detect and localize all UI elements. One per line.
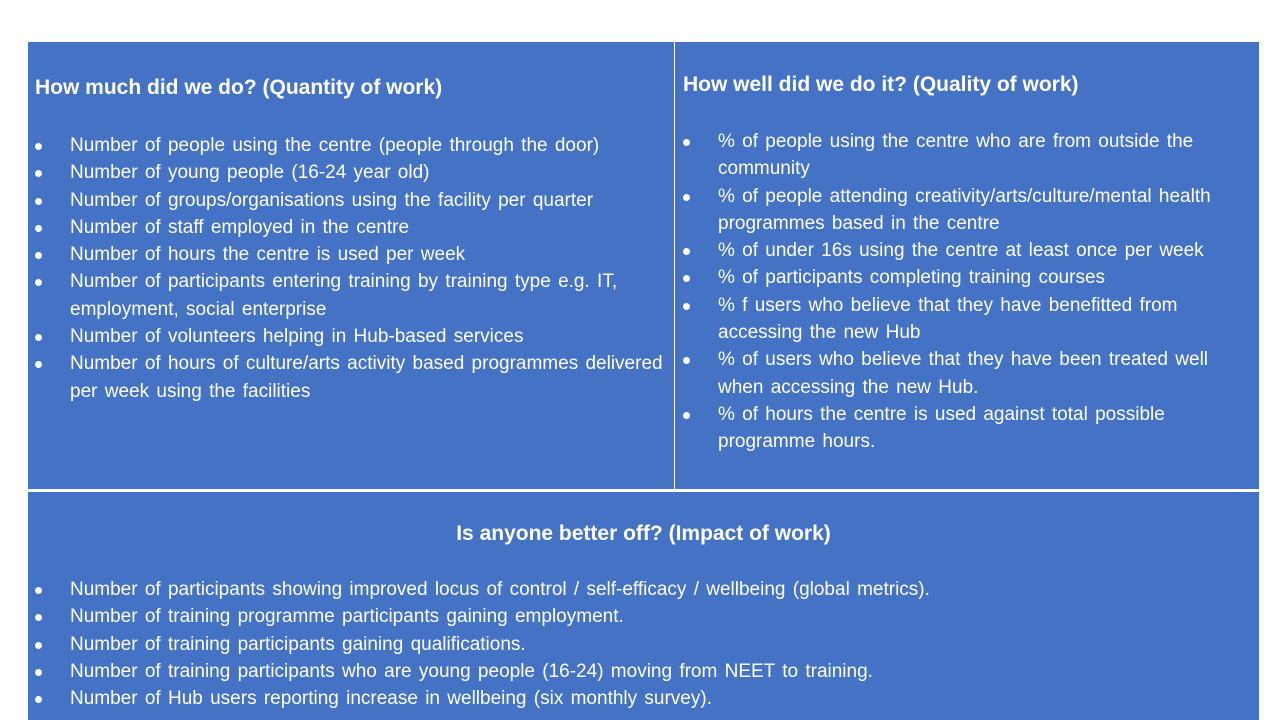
- list-item: [682, 128, 1254, 183]
- bullet-icon: [683, 412, 690, 419]
- impact-heading: Is anyone better off? (Impact of work): [456, 522, 831, 545]
- bullet-icon: [35, 198, 42, 205]
- quantity-panel: [28, 42, 674, 489]
- list-item: [682, 237, 1254, 264]
- list-item-text: Number of participants showing improved locus of control / self-efficacy / wellbeing (global metrics).: [70, 579, 930, 600]
- list-item-text: % of people using the centre who are from outside the community: [718, 131, 1194, 180]
- bullet-icon: [683, 275, 690, 282]
- list-item: [34, 187, 670, 214]
- list-item: [34, 685, 1249, 712]
- bullet-icon: [35, 614, 42, 621]
- bullet-icon: [35, 225, 42, 232]
- bullet-icon: [35, 334, 42, 341]
- list-item-text: Number of training participants gaining qualifications.: [70, 633, 526, 655]
- quantity-list: [34, 132, 670, 405]
- list-item: [34, 214, 670, 241]
- bullet-icon: [683, 139, 690, 146]
- list-item-text: Number of training programme participants gaining employment.: [70, 606, 624, 628]
- list-item-text: Number of volunteers helping in Hub-based services: [70, 326, 524, 348]
- bullet-icon: [683, 303, 690, 310]
- list-item-text: % of hours the centre is used against total possible programme hours.: [718, 403, 1165, 453]
- impact-panel: [28, 492, 1259, 720]
- list-item-text: % f users who believe that they have benefitted from accessing the new Hub: [718, 294, 1178, 344]
- list-item-text: Number of Hub users reporting increase in wellbeing (six monthly survey).: [70, 688, 712, 710]
- bullet-icon: [35, 361, 42, 368]
- impact-list: [34, 576, 1249, 712]
- list-item-text: Number of training participants who are young people (16-24) moving from NEET to training.: [70, 660, 873, 682]
- list-item: [34, 132, 670, 159]
- quantity-heading: How much did we do? (Quantity of work): [35, 76, 443, 99]
- bullet-icon: [683, 357, 690, 364]
- list-item-text: % of users who believe that they have been treated well when accessing the new Hub.: [718, 349, 1209, 398]
- bullet-icon: [35, 642, 42, 649]
- list-item-text: Number of staff employed in the centre: [70, 216, 410, 238]
- list-item: [34, 159, 670, 186]
- list-item-text: Number of participants entering training by training type e.g. IT, employment, social enterprise: [70, 271, 618, 320]
- bullet-icon: [35, 279, 42, 286]
- list-item-text: Number of groups/organisations using the facility per quarter: [70, 189, 594, 211]
- list-item: [34, 658, 1249, 685]
- bullet-icon: [35, 587, 42, 594]
- bullet-icon: [683, 248, 690, 255]
- list-item: [682, 264, 1254, 291]
- list-item-text: Number of hours the centre is used per week: [70, 244, 466, 266]
- list-item: [34, 268, 670, 323]
- quality-heading: How well did we do it? (Quality of work): [683, 73, 1079, 96]
- list-item: [682, 183, 1254, 238]
- list-item: [682, 292, 1254, 347]
- list-item: [682, 401, 1254, 456]
- list-item-text: % of under 16s using the centre at least once per week: [718, 240, 1204, 262]
- bullet-icon: [35, 696, 42, 703]
- list-item-text: Number of hours of culture/arts activity based programmes delivered per week using the facilities: [70, 353, 663, 402]
- quality-panel: [675, 42, 1259, 489]
- bullet-icon: [35, 143, 42, 150]
- bullet-icon: [35, 669, 42, 676]
- list-item: [34, 323, 670, 350]
- bullet-icon: [35, 252, 42, 259]
- list-item: [34, 350, 670, 405]
- list-item: [34, 603, 1249, 630]
- list-item: [34, 576, 1249, 603]
- list-item-text: Number of people using the centre (people through the door): [70, 135, 600, 156]
- list-item: [34, 241, 670, 268]
- bullet-icon: [35, 170, 42, 177]
- quality-list: [682, 128, 1254, 456]
- list-item-text: Number of young people (16-24 year old): [70, 162, 430, 184]
- list-item-text: % of participants completing training courses: [718, 267, 1106, 289]
- bullet-icon: [683, 194, 690, 201]
- list-item-text: % of people attending creativity/arts/culture/mental health programmes based in the centre: [718, 185, 1211, 234]
- list-item: [682, 346, 1254, 401]
- list-item: [34, 631, 1249, 658]
